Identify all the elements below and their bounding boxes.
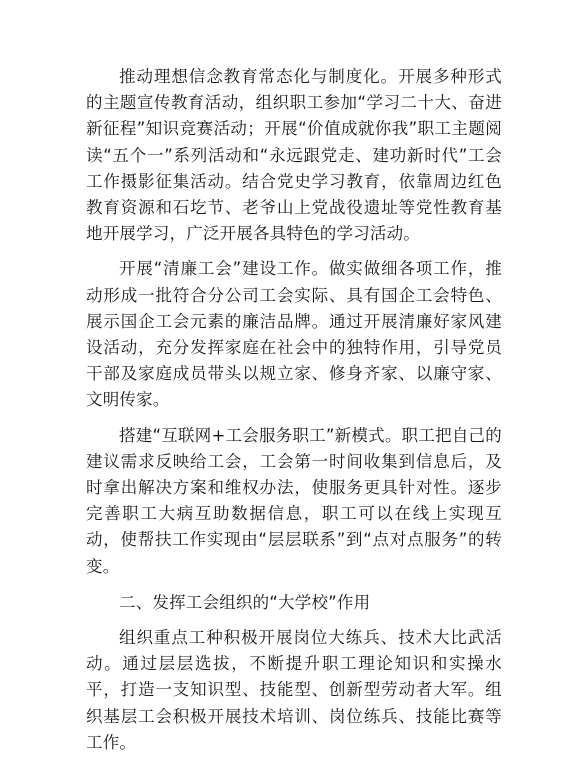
document-page: [86, 64, 502, 756]
paragraph-ideal-belief-education: 推动理想信念教育常态化与制度化。开展多种形式的主题宣传教育活动，组织职工参加“学习二十大、奋进新征程”知识竞赛活动；开展“价值成就你我”职工主题阅读“五个一”系列活动和“永远跟党走、建功新时代”工会工作摄影征集活动。结合党史学习教育，依靠周边红色教育资源和石圪节、老爷山上党战役遗址等党性教育基地开展学习，广泛开展各具特色的学习活动。: [86, 67, 502, 244]
section-heading: 二、发挥工会组织的“大学校”作用: [119, 592, 371, 612]
paragraph-clean-union: 开展“清廉工会”建设工作。做实做细各项工作，推动形成一批符合分公司工会实际、具有国企工会特色、展示国企工会元素的廉洁品牌。通过开展清廉好家风建设活动，充分发挥家庭在社会中的独特作用，引导党员干部及家庭成员带头以规立家、修身齐家、以廉守家、文明传家。: [86, 259, 502, 410]
paragraph-internet-union-service: 搭建“互联网+工会服务职工”新模式。职工把自己的建议需求反映给工会，工会第一时间收集到信息后，及时拿出解决方案和维权办法，使服务更具针对性。逐步完善职工大病互助数据信息，职工可以在线上实现互动，使帮扶工作实现由“层层联系”到“点对点服务”的转变。: [86, 425, 502, 576]
paragraph-skills-training: 组织重点工种积极开展岗位大练兵、技术大比武活动。通过层层选拔，不断提升职工理论知识和实操水平，打造一支知识型、技能型、创新型劳动者大军。组织基层工会积极开展技术培训、岗位练兵、技能比赛等工作。: [86, 628, 502, 752]
